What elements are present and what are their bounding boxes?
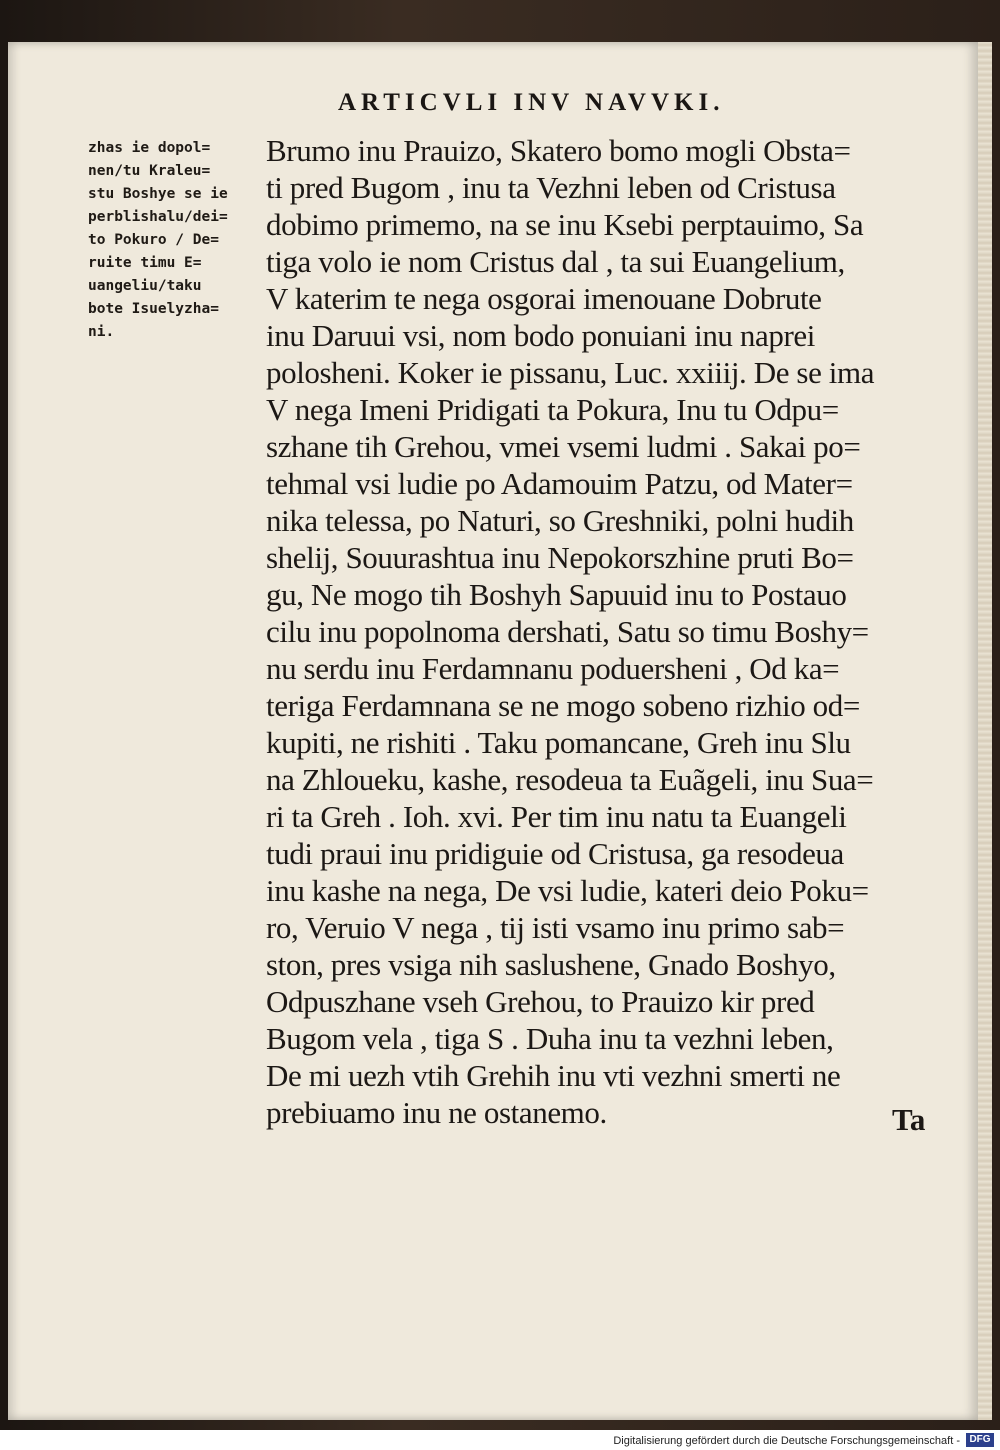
text-line: Bugom vela , tiga S . Duha inu ta vezhni leben, xyxy=(266,1021,834,1056)
text-line: ti pred Bugom , inu ta Vezhni leben od Cristusa xyxy=(266,170,836,205)
text-line: De mi uezh vtih Grehih inu vti vezhni smerti ne xyxy=(266,1058,841,1093)
text-line: ston, pres vsiga nih saslushene, Gnado Boshyo, xyxy=(266,947,836,982)
margin-note-line: ni. xyxy=(88,324,115,340)
text-line: tehmal vsi ludie po Adamouim Patzu, od Mater= xyxy=(266,466,853,501)
margin-note-line: zhas ie dopol= xyxy=(88,140,211,156)
text-line: cilu inu popolnoma dershati, Satu so timu Boshy= xyxy=(266,614,869,649)
text-line: szhane tih Grehou, vmei vsemi ludmi . Sakai po= xyxy=(266,429,861,464)
margin-note xyxy=(88,137,264,344)
text-line: V nega Imeni Pridigati ta Pokura, Inu tu Odpu= xyxy=(266,392,839,427)
text-line: inu kashe na nega, De vsi ludie, kateri deio Poku= xyxy=(266,873,869,908)
text-line: shelij, Souurashtua inu Nepokorszhine pruti Bo= xyxy=(266,540,854,575)
footer-credit: Digitalisierung gefördert durch die Deutsche Forschungsgemeinschaft - xyxy=(613,1435,960,1447)
text-line: dobimo primemo, na se inu Ksebi perptauimo, Sa xyxy=(266,207,864,242)
dfg-logo: DFG xyxy=(966,1433,994,1447)
text-line: V katerim te nega osgorai imenouane Dobrute xyxy=(266,281,822,316)
margin-note-line: nen/tu Kraleu= xyxy=(88,163,211,179)
text-line: tiga volo ie nom Cristus dal , ta sui Euangelium, xyxy=(266,244,845,279)
margin-note-line: bote Isuelyzha= xyxy=(88,301,219,317)
text-line: Odpuszhane vseh Grehou, to Prauizo kir pred xyxy=(266,984,815,1019)
margin-note-line: perblishalu/dei= xyxy=(88,209,228,225)
running-head: ARTICVLI INV NAVVKI. xyxy=(338,89,725,116)
catchword: Ta xyxy=(892,1102,926,1137)
margin-note-line: uangeliu/taku xyxy=(88,278,202,294)
margin-note-line: to Pokuro / De= xyxy=(88,232,219,248)
text-line: kupiti, ne rishiti . Taku pomancane, Greh inu Slu xyxy=(266,725,851,760)
body-text xyxy=(266,132,946,1131)
text-line: ri ta Greh . Ioh. xvi. Per tim inu natu ta Euangeli xyxy=(266,799,847,834)
footer-bar xyxy=(0,1430,1000,1450)
text-line: polosheni. Koker ie pissanu, Luc. xxiiij. De se ima xyxy=(266,355,875,390)
text-line: na Zhloueku, kashe, resodeua ta Euãgeli, inu Sua= xyxy=(266,762,874,797)
margin-note-line: stu Boshye se ie xyxy=(88,186,228,202)
text-line: tudi praui inu pridiguie od Cristusa, ga resodeua xyxy=(266,836,844,871)
book-page xyxy=(8,42,981,1420)
text-line: inu Daruui vsi, nom bodo ponuiani inu naprei xyxy=(266,318,815,353)
text-line: teriga Ferdamnana se ne mogo sobeno rizhio od= xyxy=(266,688,860,723)
margin-note-line: ruite timu E= xyxy=(88,255,202,271)
page-edge xyxy=(978,42,992,1420)
text-line: prebiuamo inu ne ostanemo. xyxy=(266,1095,607,1130)
text-line: nika telessa, po Naturi, so Greshniki, polni hudih xyxy=(266,503,854,538)
text-line: nu serdu inu Ferdamnanu poduersheni , Od ka= xyxy=(266,651,840,686)
text-line: ro, Veruio V nega , tij isti vsamo inu primo sab= xyxy=(266,910,845,945)
text-line: Brumo inu Prauizo, Skatero bomo mogli Obsta= xyxy=(266,133,851,168)
text-line: gu, Ne mogo tih Boshyh Sapuuid inu to Postauo xyxy=(266,577,847,612)
